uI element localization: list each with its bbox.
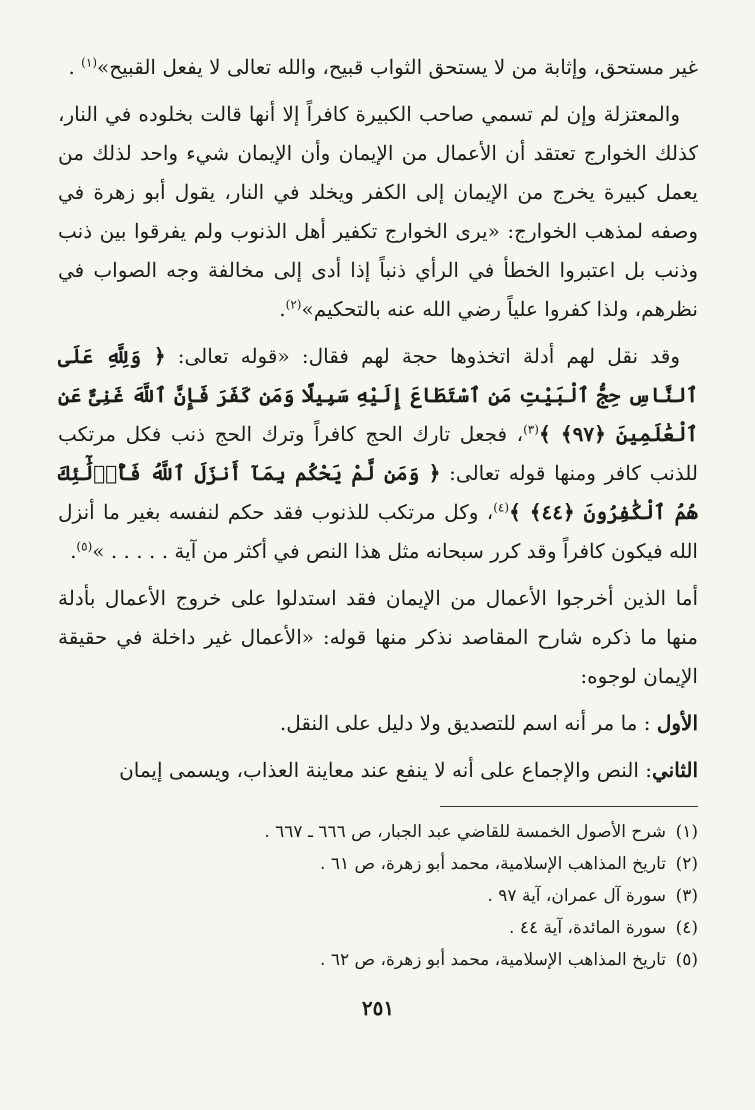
paragraph-middle: ، فجعل تارك الحج كافراً وترك الحج ذنب فكل مرتكب للذنب كافر ومنها قوله تعالى:: [58, 422, 699, 485]
point-label-first: الأول: [656, 711, 698, 735]
footnote-text: سورة المائدة، آية ٤٤ .: [509, 918, 666, 938]
footnote-item: [58, 912, 698, 944]
point-label-second: الثاني: [651, 758, 698, 782]
paragraph-5: [58, 704, 698, 743]
paragraph-end: ، وكل مرتكب للذنوب فقد حكم لنفسه بغير ما أنزل الله فيكون كافراً وقد كرر سبحانه مثل هذا النص في أكثر من آية . . . . . »: [58, 500, 698, 563]
paragraph-3: [58, 337, 698, 571]
footnote-number: (٥): [675, 950, 698, 970]
footnote-text: تاريخ المذاهب الإسلامية، محمد أبو زهرة، ص ٦٢ .: [320, 950, 666, 970]
footnote-ref-4: (٤): [493, 500, 510, 515]
paragraph-6: [58, 751, 698, 790]
page-number: ٢٥١: [361, 996, 395, 1020]
footnote-text: سورة آل عمران، آية ٩٧ .: [487, 886, 666, 906]
footnote-item: [58, 816, 698, 848]
footnote-ref-5: (٥): [76, 539, 93, 554]
main-text: [58, 48, 698, 790]
footnotes: [58, 816, 698, 976]
paragraph-tail: .: [68, 55, 82, 79]
footnote-number: (٣): [675, 886, 698, 906]
footnote-number: (١): [675, 822, 698, 842]
paragraph-tail: .: [279, 297, 286, 321]
footnote-item: [58, 880, 698, 912]
quran-verse-1: ﴿ وَلِلَّهِ عَلَى ٱلنَّاسِ حِجُّ ٱلْبَيْتِ مَنِ ٱسْتَطَاعَ إِلَيْهِ سَبِيلًا وَمَن كَفَرَ فَإِنَّ ٱللَّهَ غَنِىٌّ عَنِ ٱلْعَٰلَمِينَ ﴿٩٧﴾ ﴾: [58, 344, 699, 446]
footnote-item: [58, 848, 698, 880]
paragraph-lead: وقد نقل لهم أدلة اتخذوها حجة لهم فقال: «قوله تعالى:: [165, 344, 680, 368]
footnote-number: (٢): [675, 854, 698, 874]
footnote-item: [58, 944, 698, 976]
paragraph-2: [58, 95, 698, 329]
footnote-number: (٤): [675, 918, 698, 938]
footnote-text: تاريخ المذاهب الإسلامية، محمد أبو زهرة، ص ٦١ .: [320, 854, 666, 874]
paragraph-text: : النص والإجماع على أنه لا ينفع عند معاينة العذاب، ويسمى إيمان: [119, 758, 652, 782]
quran-verse-2: ﴿ وَمَن لَّمْ يَحْكُم بِمَآ أَنزَلَ ٱللَّهُ فَأُو۟لَٰٓئِكَ هُمُ ٱلْكَٰفِرُونَ ﴿٤٤﴾ ﴾: [58, 461, 699, 524]
footnote-ref-1: (١): [81, 55, 97, 70]
footnote-text: شرح الأصول الخمسة للقاضي عبد الجبار، ص ٦٦٦ ـ ٦٦٧ .: [264, 822, 666, 842]
paragraph-4: [58, 579, 698, 696]
footnote-separator: [440, 806, 698, 807]
footnote-ref-2: (٢): [285, 297, 302, 312]
paragraph-text: والمعتزلة وإن لم تسمي صاحب الكبيرة كافراً إلا أنها قالت بخلوده في النار، كذلك الخوارج تعتقد أن الأعمال من الإيمان وأن الإيمان شيء واحد لذلك من يعمل كبيرة يخرج من الإيمان إلى الكفر ويخلد في النار، يقول أبو زهرة في وصفه لمذهب الخوارج: «يرى الخوارج تكفير أهل الذنوب ولم يفرقوا بين ذنب وذنب بل اعتبروا الخطأ في الرأي ذنباً إذا أدى إلى مخالفة وجه الصواب في نظرهم، ولذا كفروا علياً رضي الله عنه بالتحكيم»: [58, 102, 698, 321]
paragraph-text: : ما مر أنه اسم للتصديق ولا دليل على النقل.: [279, 711, 657, 735]
paragraph-1: [58, 48, 698, 87]
book-page: [58, 48, 698, 1068]
paragraph-text: غير مستحق، وإثابة من لا يستحق الثواب قبيح، والله تعالى لا يفعل القبيح»: [97, 55, 698, 79]
paragraph-text: أما الذين أخرجوا الأعمال من الإيمان فقد استدلوا على خروج الأعمال بأدلة منها ما ذكره شارح المقاصد نذكر منها قوله: «الأعمال غير داخلة في حقيقة الإيمان لوجوه:: [58, 586, 699, 688]
footnote-ref-3: (٣): [523, 422, 539, 437]
paragraph-tail: .: [70, 539, 77, 563]
